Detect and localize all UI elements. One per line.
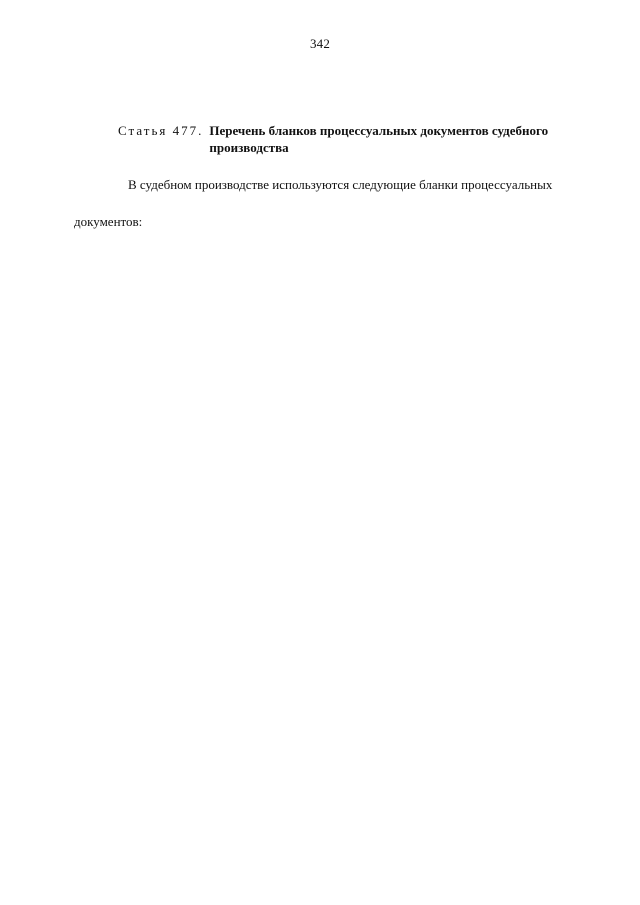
intro-paragraph-line-1: В судебном производстве используются следующие бланки процессуальных xyxy=(128,177,553,192)
article-label: Статья 477. xyxy=(118,123,204,138)
page-number: 342 xyxy=(309,36,331,51)
article-heading xyxy=(118,122,549,156)
article-title: Перечень бланков процессуальных документов судебного производства xyxy=(209,123,549,155)
intro-paragraph-line-2: документов: xyxy=(74,214,143,229)
